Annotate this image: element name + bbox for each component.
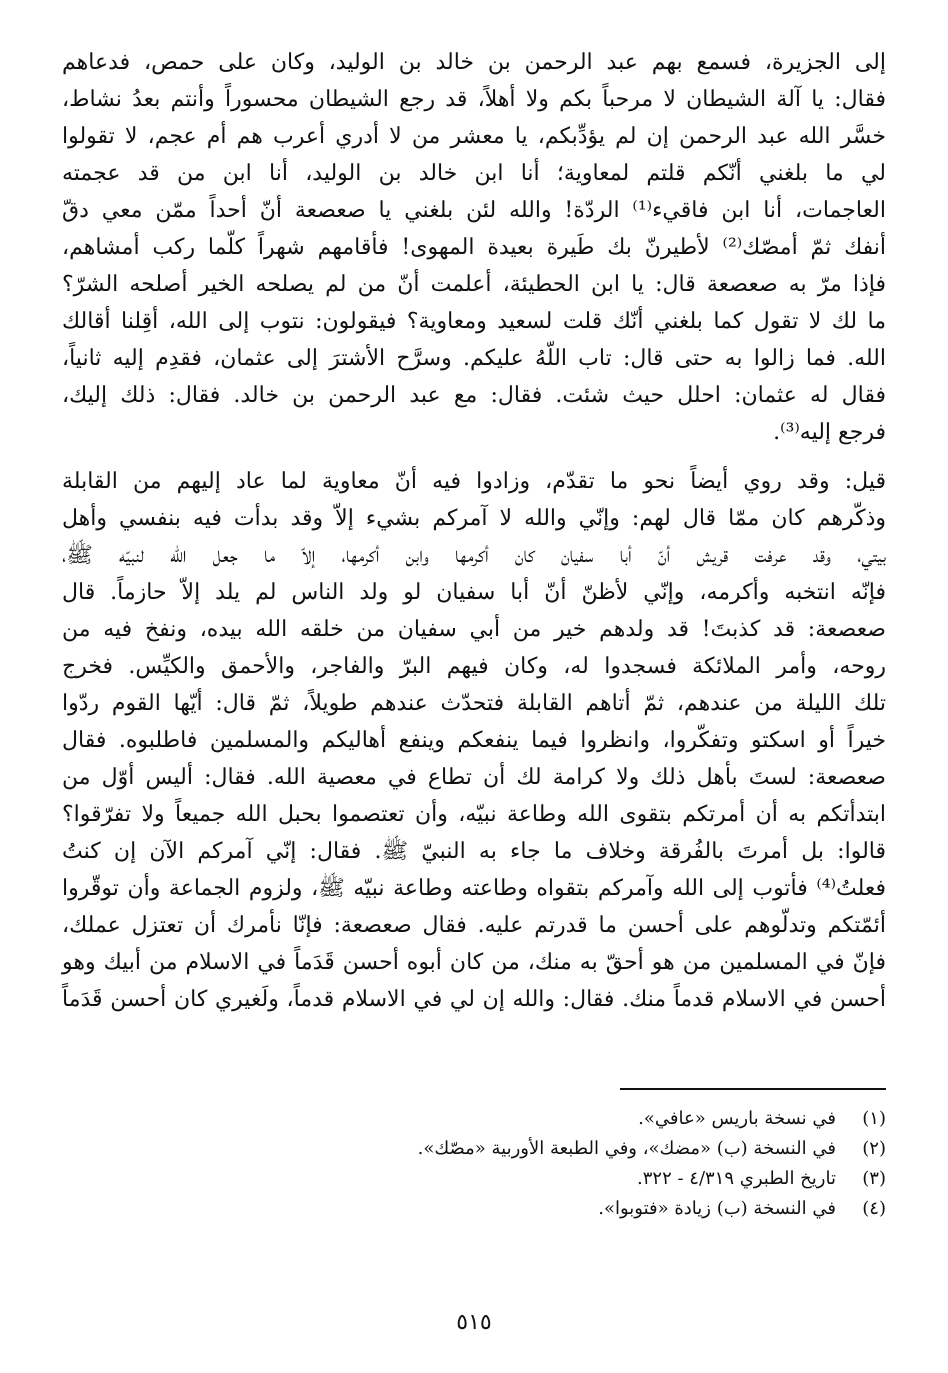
footnote [62, 1104, 886, 1134]
text-line: أحسن في الاسلام قدماً منك. فقال: والله إن لي في الاسلام قدماً، ولَغيري كان أحسن قَدَماً [62, 987, 886, 1012]
text-line: فإنّه انتخبه وأكرمه، وإنّي لأظنّ أنّ أبا سفيان لو ولد الناس لم يلد إلاّ حازماً. قال [62, 580, 886, 605]
footnote-number: (٢) [862, 1138, 886, 1159]
text-line: صعصعة: قد كذبتَ! قد ولدهم خير من أبي سفيان من خلقه الله بيده، ونفخ فيه من [62, 617, 886, 642]
footnote-text: تاريخ الطبري ٤/٣١٩ - ٣٢٢. [637, 1168, 836, 1189]
text-line: فإذا مرّ به صعصعة قال: يا ابن الحطيئة، أعلمت أنّ من لم يصلحه الخير أصلحه الشرّ؟ [62, 272, 886, 297]
text-line: تلك الليلة من عندهم، ثمّ أتاهم القابلة فتحدّث عندهم طويلاً، ثمّ قال: أيّها القوم ردّوا [62, 691, 886, 716]
paragraph-1 [62, 44, 886, 451]
text-line: فرجع إليه⁽³⁾. [773, 420, 886, 445]
text-line: لي ما بلغني أنّكم قلتم لمعاوية؛ أنا ابن خالد بن الوليد، أنا ابن من قد عجمته [62, 161, 887, 186]
text-line: فقال له عثمان: احلل حيث شئت. فقال: مع عبد الرحمن بن خالد. فقال: ذلك إليك، [62, 383, 886, 408]
footnote-number: (٣) [862, 1168, 886, 1189]
footnote-number: (١) [862, 1108, 886, 1129]
text-line: ابتدأتكم به أن أمرتكم بتقوى الله وطاعة نبيّه، وأن تعتصموا بحبل الله جميعاً ولا تفرّقوا؟ [62, 802, 886, 827]
text-line: روحه، وأمر الملائكة فسجدوا له، وكان فيهم البرّ والفاجر، والأحمق والكيِّس. فخرج [62, 654, 886, 679]
book-page [62, 44, 886, 1344]
footnote [62, 1134, 886, 1164]
footnote-number: (٤) [862, 1198, 886, 1219]
text-line: إلى الجزيرة، فسمع بهم عبد الرحمن بن خالد بن الوليد، وكان على حمص، فدعاهم [62, 50, 886, 75]
text-line: ما لك لا تقول كما بلغني أنّك قلت لسعيد ومعاوية؟ فيقولون: نتوب إلى الله، أقِلنا أقالك [62, 309, 886, 334]
page-number: ٥١٥ [456, 1310, 492, 1335]
paragraph-2 [62, 463, 886, 1018]
text-line: خسَّر الله عبد الرحمن إن لم يؤدِّبكم، يا معشر من لا أدري أعرب هم أم عجم، لا تقولوا [62, 124, 886, 149]
text-line: فإنّ في المسلمين من هو أحقّ به منك، من كان أبوه أحسن قَدَماً في الاسلام من أبيك وهو [62, 950, 886, 975]
footnote-text: في نسخة باريس «عافي». [638, 1108, 836, 1129]
paragraph-gap [62, 451, 886, 463]
text-line: العاجمات، أنا ابن فاقيء⁽¹⁾ الردّة! والله لئن بلغني يا صعصعة أنّ أحداً ممّن معي دقّ [62, 198, 887, 223]
text-line: قيل: وقد روي أيضاً نحو ما تقدّم، وزادوا فيه أنّ معاوية لما عاد إليهم من القابلة [62, 469, 886, 494]
text-line: صعصعة: لستَ بأهل ذلك ولا كرامة لك أن تطاع في معصية الله. فقال: أليس أوّل من [62, 765, 886, 790]
text-line: قالوا: بل أمرتَ بالفُرقة وخلاف ما جاء به النبيّ ﷺ. فقال: إنّي آمركم الآن إن كنتُ [62, 839, 886, 864]
text-line: أنفك ثمّ أمصّك⁽²⁾ لأطيرنّ بك طَيرة بعيدة المهوى! فأقامهم شهراً كلّما ركب أمشاهم، [62, 235, 886, 260]
text-line: بيتي، وقد عرفت قريش أنّ أبا سفيان كان أكرمها وابن أكرمها، إلاّ ما جعل الله لنبيّه ﷺ، [62, 543, 886, 568]
footnote [62, 1194, 886, 1224]
footnote-divider [620, 1088, 886, 1090]
footnotes [62, 1104, 886, 1224]
footnote-text: في النسخة (ب) «مضك»، وفي الطبعة الأوربية «مصّك». [417, 1138, 836, 1159]
text-line: أئمّتكم وتدلّوهم على أحسن ما قدرتم عليه. فقال صعصعة: فإنّا نأمرك أن تعتزل عملك، [62, 913, 886, 938]
text-line: فقال: يا آلة الشيطان لا مرحباً بكم ولا أهلاً، قد رجع الشيطان محسوراً وأنتم بعدُ نشاط، [62, 87, 886, 112]
footnote-text: في النسخة (ب) زيادة «فتوبوا». [598, 1198, 836, 1219]
text-line: الله. فما زالوا به حتى قال: تاب اللّهُ عليكم. وسرَّح الأشترَ إلى عثمان، فقدِم إليه ثانياً، [62, 346, 886, 371]
text-line: وذكّرهم كان ممّا قال لهم: وإنّي والله لا آمركم بشيء إلاّ وقد بدأت فيه بنفسي وأهل [62, 506, 886, 531]
text-line: خيراً أو اسكتو وتفكّروا، وانظروا فيما ينفعكم وينفع أهاليكم والمسلمين فاطلبوه. فقال [62, 728, 886, 753]
footnote [62, 1164, 886, 1194]
text-line: فعلتُ⁽⁴⁾ فأتوب إلى الله وآمركم بتقواه وطاعته وطاعة نبيّه ﷺ، ولزوم الجماعة وأن توقّروا [62, 876, 886, 901]
